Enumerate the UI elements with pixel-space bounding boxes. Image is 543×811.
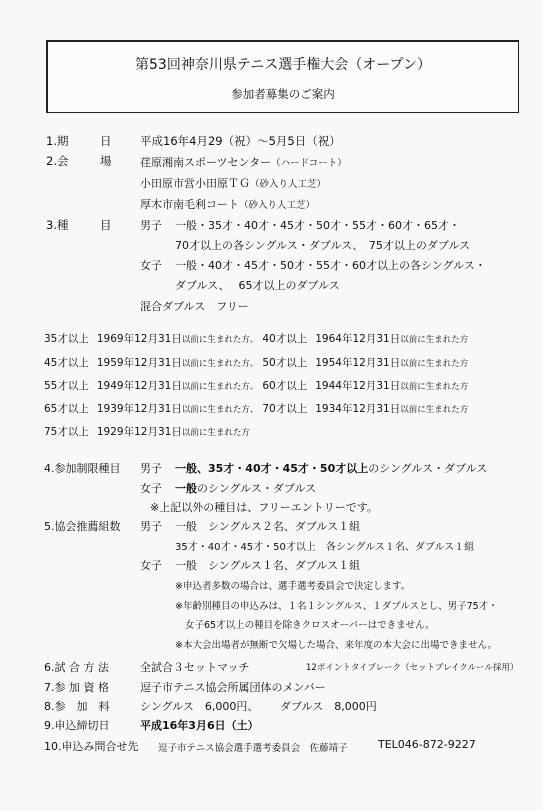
age-label: 35才以上 — [44, 333, 89, 345]
age-row — [44, 424, 250, 439]
age-note-2: 以前に生まれた方 — [400, 382, 469, 392]
age-note-2: 以前に生まれた方 — [400, 335, 469, 345]
deadline-value: 平成16年3月6日（土） — [140, 719, 259, 732]
recommend-men-label: 男子 — [140, 520, 162, 533]
venue-label-num: 2.会 — [46, 154, 69, 168]
age-year-1: 1959 — [96, 357, 124, 369]
contact-label: 10.申込み問合せ先 — [44, 740, 139, 753]
venue-2-note: （砂入り人工芝） — [250, 179, 327, 190]
age-year-1: 1939 — [96, 403, 124, 415]
age-label-2: 70才以上 — [262, 403, 308, 415]
fee-singles: シングルス 6,000円、 — [140, 700, 259, 713]
venue-3-note: （砂入り人工芝） — [239, 200, 316, 211]
age-date-2: 年12月31日 — [341, 403, 401, 415]
age-date-1: 年12月31日 — [123, 357, 182, 369]
recommend-women-label: 女子 — [140, 559, 162, 572]
venue-2-name: 小田原市営小田原ＴＧ — [140, 177, 250, 190]
age-date-2: 年12月31日 — [341, 333, 401, 345]
age-date-1: 年12月31日 — [123, 426, 182, 438]
page-title: 第53回神奈川県テニス選手権大会（オープン） — [135, 57, 431, 73]
age-note-2: 以前に生まれた方 — [400, 359, 469, 369]
recommend-men-line1: 一般 シングルス２名、ダブルス１組 — [175, 520, 361, 533]
age-note-1: 以前に生まれた方、 — [181, 382, 259, 392]
format-label: 6.試 合 方 法 — [44, 661, 109, 674]
header-box — [46, 40, 519, 113]
age-year-2: 1954 — [315, 357, 342, 369]
recommend-note2b: 女子65才以上の種目を除きクロスオーバーはできません。 — [185, 620, 435, 631]
venue-3 — [140, 196, 315, 212]
format-note: 12ポイントタイブレーク（セットブレイクルール採用） — [306, 663, 519, 673]
restrict-women-suffix: のシングルス・ダブルス — [197, 482, 317, 495]
age-label: 45才以上 — [44, 357, 89, 369]
restrict-women — [175, 480, 316, 496]
events-men-line1: 一般・35才・40才・45才・50才・55才・60才・65才・ — [175, 219, 460, 232]
age-row — [44, 355, 468, 370]
contact-tel: TEL046-872-9227 — [378, 738, 476, 751]
age-note-2: 以前に生まれた方 — [400, 405, 469, 415]
age-row — [44, 378, 468, 393]
venue-1-name: 荏原湘南スポーツセンター — [140, 156, 272, 169]
age-year-1: 1949 — [96, 380, 124, 392]
age-note-1: 以前に生まれた方、 — [181, 405, 259, 415]
venue-2 — [140, 175, 326, 191]
restrict-men-suffix: のシングルス・ダブルス — [368, 462, 488, 475]
age-date-1: 年12月31日 — [123, 380, 182, 392]
venue-1-note: （ハードコート） — [271, 158, 347, 169]
fee-doubles: ダブルス 8,000円 — [280, 700, 377, 713]
restrict-women-value: 一般 — [175, 482, 197, 495]
age-label: 75才以上 — [44, 426, 89, 438]
period-label-kanji: 日 — [100, 134, 112, 148]
recommend-men-line2: 35才・40才・45才・50才以上 各シングルス１名、ダブルス１組 — [175, 542, 475, 553]
age-note-1: 以前に生まれた方 — [181, 428, 250, 438]
restrict-men — [175, 460, 487, 476]
age-date-2: 年12月31日 — [341, 380, 401, 392]
restrict-note: ※上記以外の種目は、フリーエントリーです。 — [150, 501, 378, 514]
recommend-note1: ※申込者多数の場合は、選手選考委員会で決定します。 — [175, 581, 411, 592]
restrict-label: 4.参加制限種目 — [44, 462, 121, 475]
age-label-2: 60才以上 — [262, 380, 308, 392]
recommend-women-line1: 一般 シングルス１名、ダブルス１組 — [175, 559, 361, 572]
age-year-2: 1944 — [315, 380, 342, 392]
restrict-men-value: 一般、35才・40才・45才・50才以上 — [175, 462, 369, 475]
events-men-label: 男子 — [140, 219, 162, 232]
recommend-note2a: ※年齢別種目の申込みは、１名１シングルス、１ダブルスとし、男子75才・ — [175, 601, 498, 612]
recommend-label: 5.協会推薦組数 — [44, 520, 121, 533]
format-value: 全試合３セットマッチ — [140, 661, 250, 674]
events-mixed: 混合ダブルス フリー — [140, 300, 249, 313]
restrict-men-label: 男子 — [140, 462, 162, 475]
age-label-2: 50才以上 — [262, 357, 308, 369]
fee-label: 8.参 加 料 — [44, 700, 110, 713]
events-women-line1: 一般・40才・45才・50才・55才・60才以上の各シングルス・ — [175, 259, 486, 272]
restrict-women-label: 女子 — [140, 482, 162, 495]
eligibility-value: 逗子市テニス協会所属団体のメンバー — [140, 681, 326, 694]
events-women-line2: ダブルス、 65才以上のダブルス — [175, 279, 340, 292]
age-label-2: 40才以上 — [262, 333, 308, 345]
age-year-1: 1929 — [96, 426, 124, 438]
age-note-1: 以前に生まれた方、 — [181, 335, 259, 345]
eligibility-label: 7.参 加 資 格 — [44, 681, 109, 694]
venue-1 — [140, 154, 347, 170]
age-date-1: 年12月31日 — [123, 333, 182, 345]
age-year-2: 1964 — [315, 333, 342, 345]
contact-org: 逗子市テニス協会選手選考委員会 佐藤靖子 — [158, 743, 348, 754]
page-subtitle: 参加者募集のご案内 — [231, 87, 335, 101]
age-label: 65才以上 — [44, 403, 89, 415]
age-row — [44, 331, 468, 346]
age-note-1: 以前に生まれた方、 — [181, 359, 259, 369]
age-year-1: 1969 — [96, 333, 124, 345]
venue-3-name: 厚木市南毛利コート — [140, 198, 239, 211]
period-label-num: 1.期 — [46, 134, 69, 148]
age-row — [44, 401, 468, 416]
events-label-kanji: 目 — [100, 218, 112, 232]
age-year-2: 1934 — [315, 403, 342, 415]
events-label-num: 3.種 — [46, 218, 69, 232]
age-label: 55才以上 — [44, 380, 89, 392]
period-value: 平成16年4月29（祝）～5月5日（祝） — [140, 134, 341, 148]
recommend-note3: ※本大会出場者が無断で欠場した場合、来年度の本大会に出場できません。 — [175, 640, 498, 651]
age-date-2: 年12月31日 — [341, 357, 401, 369]
events-women-label: 女子 — [140, 259, 162, 272]
events-men-line2: 70才以上の各シングルス・ダブルス、 75才以上のダブルス — [175, 239, 471, 252]
age-date-1: 年12月31日 — [123, 403, 182, 415]
deadline-label: 9.申込締切日 — [44, 719, 110, 732]
venue-label-kanji: 場 — [100, 154, 112, 168]
